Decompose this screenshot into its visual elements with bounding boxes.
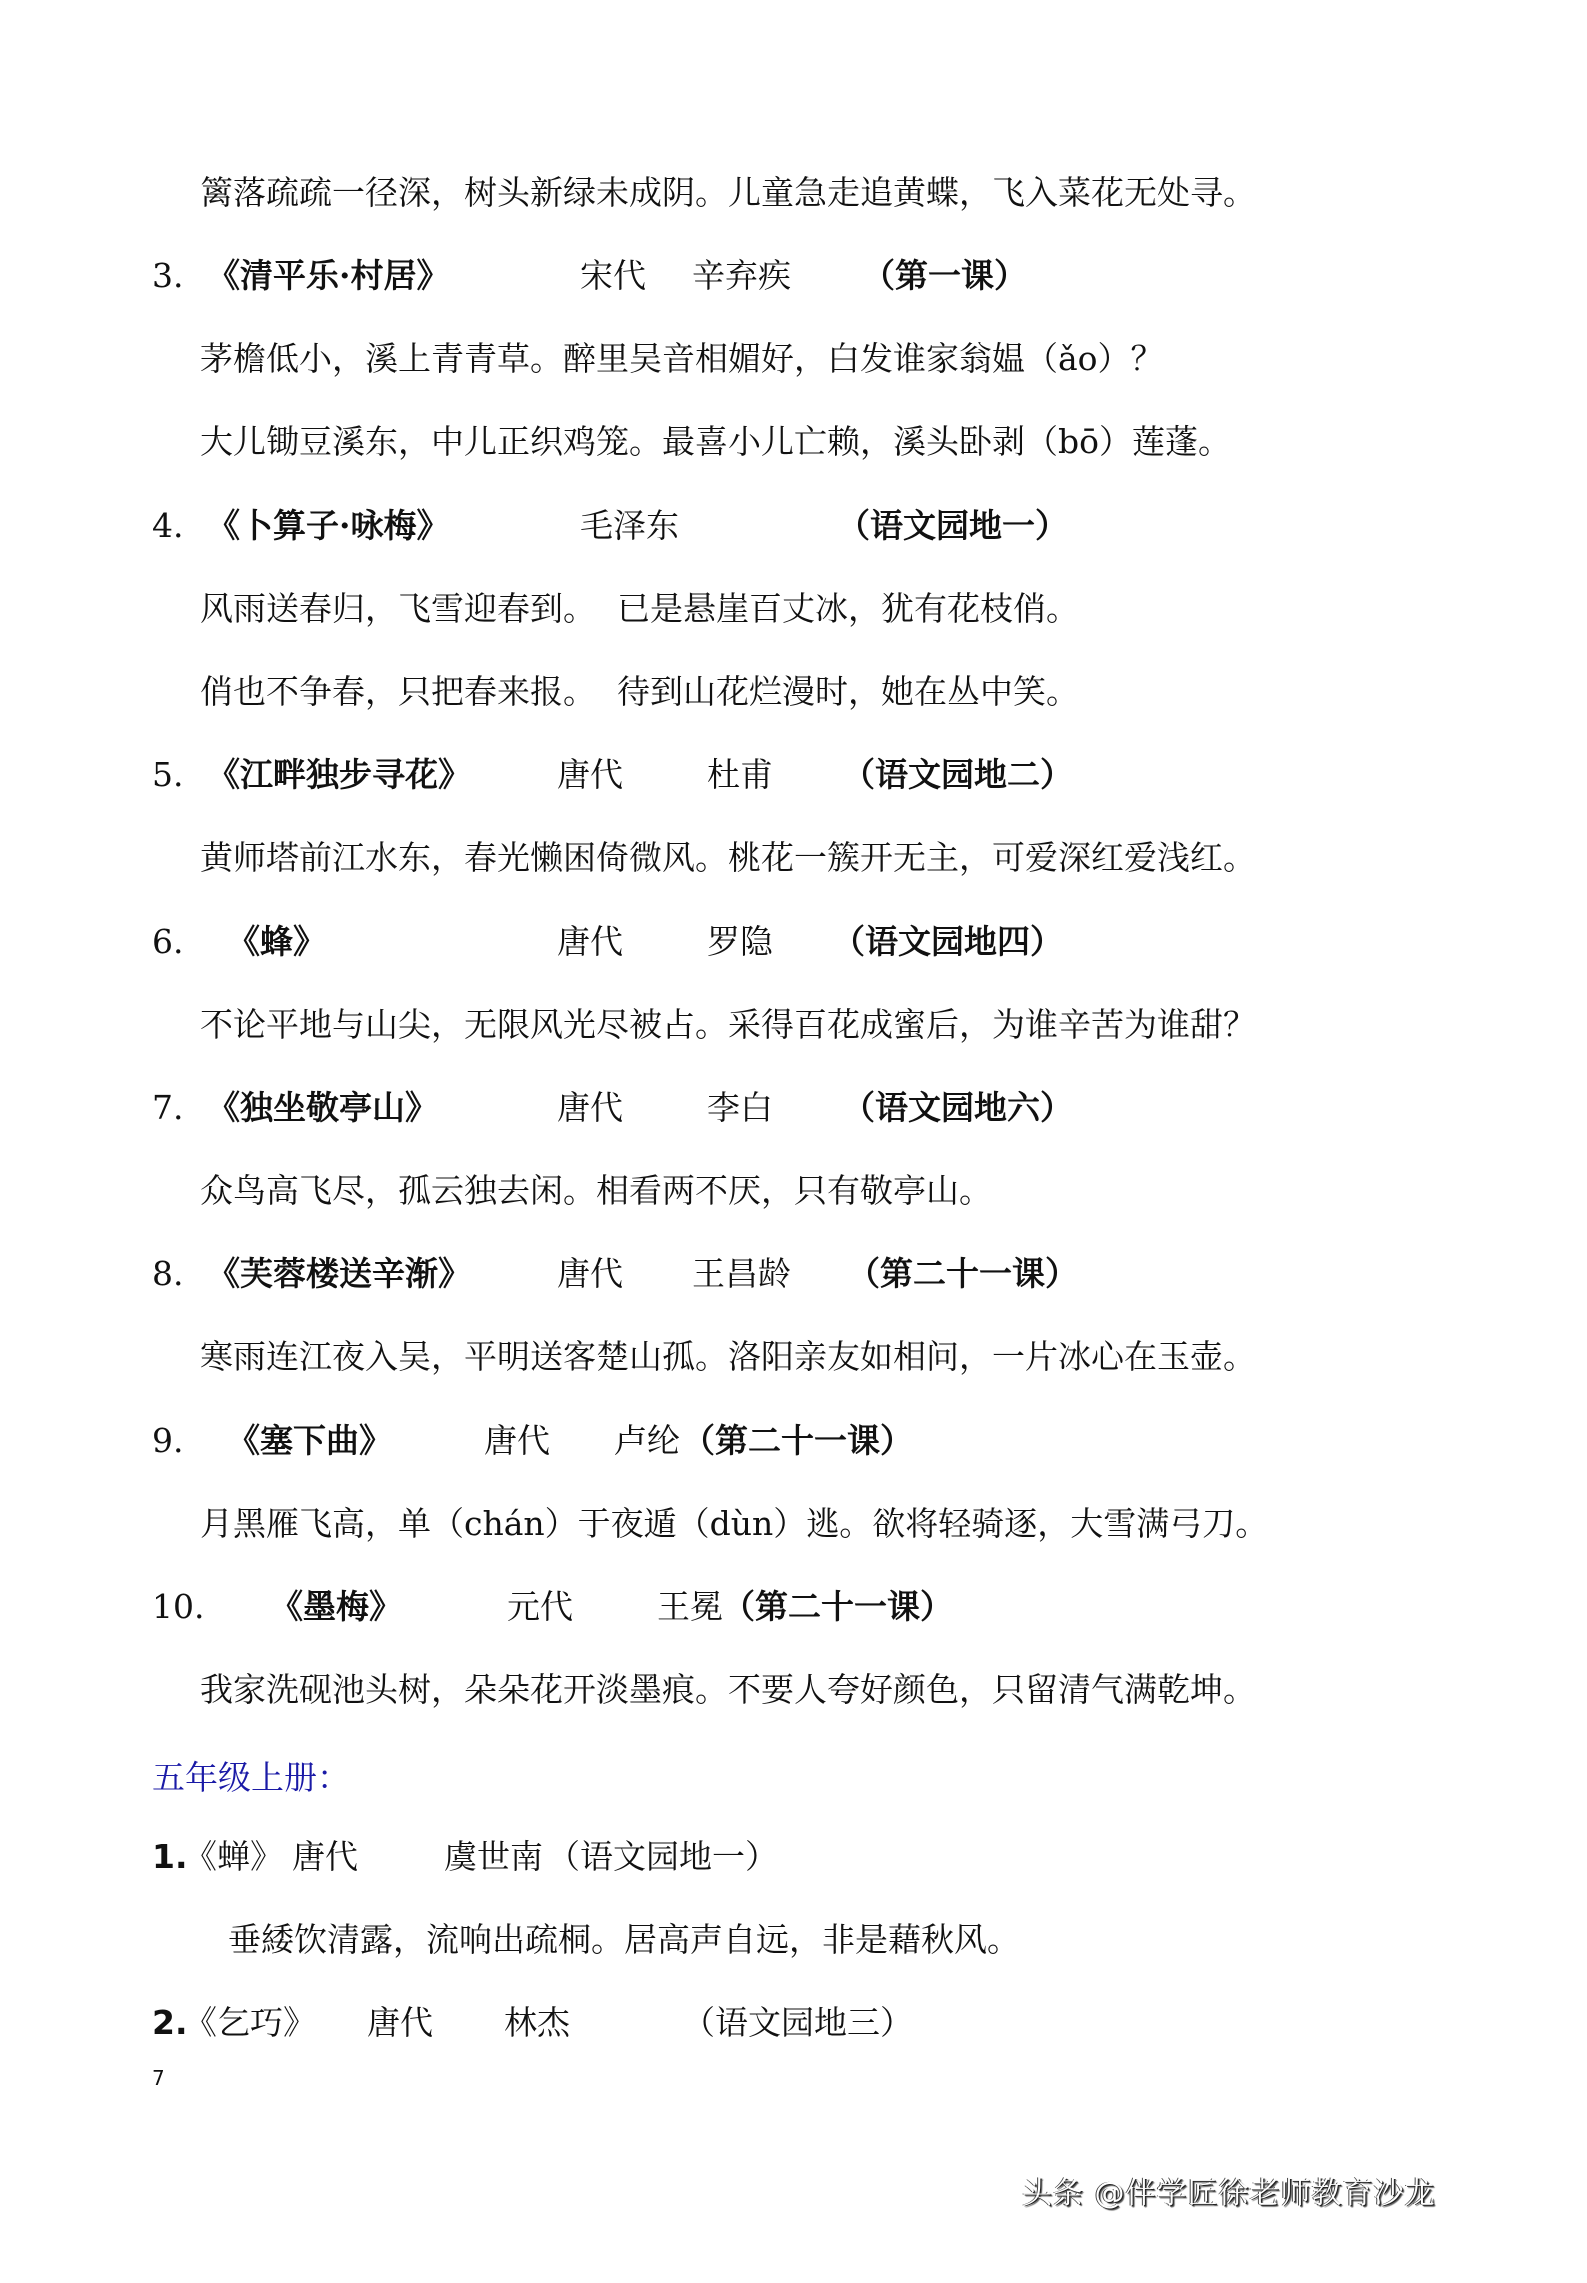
poem-number: 4. [152,506,184,545]
poem-title: 《江畔独步寻花》 [207,755,471,794]
poem-verse-line: 我家洗砚池头树，朵朵花开淡墨痕。不要人夸好颜色，只留清气满乾坤。 [200,1670,1256,1709]
poem-verse-line: 篱落疏疏一径深，树头新绿未成阴。儿童急走追黄蝶，飞入菜花无处寻。 [200,173,1256,212]
poem-title: 《乞巧》 [184,2003,316,2042]
poem-number: 1. [152,1837,188,1876]
poem-dynasty: 唐代 [292,1837,358,1876]
poem-title: 《独坐敬亭山》 [207,1088,438,1127]
poem-verse-line: 寒雨连江夜入吴，平明送客楚山孤。洛阳亲友如相问，一片冰心在玉壶。 [200,1337,1256,1376]
poem-author: 毛泽东 [580,506,679,545]
poem-title: 《墨梅》 [270,1587,402,1626]
poem-title: 《芙蓉楼送辛渐》 [207,1254,471,1293]
poem-author: 林杰 [504,2003,570,2042]
poem-verse-line: 众鸟高飞尽，孤云独去闲。相看两不厌，只有敬亭山。 [200,1171,992,1210]
poem-heading [152,506,1068,546]
poem-lesson: （语文园地六） [842,1088,1073,1127]
poem-lesson: （语文园地四） [832,922,1063,961]
poem-dynasty: 元代 [507,1587,573,1626]
poem-heading [152,1088,1073,1128]
poem-number: 6. [152,922,184,961]
poem-dynasty: 唐代 [557,922,623,961]
poem-lesson: （第二十一课） [847,1254,1078,1293]
poem-author: 罗隐 [707,922,773,961]
poem-lesson: （第二十一课） [722,1587,953,1626]
poem-lesson: （语文园地一） [547,1837,778,1876]
poem-dynasty: 宋代 [580,256,646,295]
poem-verse-line: 月黑雁飞高，单（chán）于夜遁（dùn）逃。欲将轻骑逐，大雪满弓刀。 [200,1504,1269,1543]
poem-dynasty: 唐代 [557,1254,623,1293]
poem-author: 辛弃疾 [692,256,791,295]
poem-verse-line: 风雨送春归，飞雪迎春到。 已是悬崖百丈冰，犹有花枝俏。 [200,589,1079,628]
poem-verse-line: 俏也不争春，只把春来报。 待到山花烂漫时，她在丛中笑。 [200,672,1079,711]
poem-number: 3. [152,256,184,295]
poem-heading [152,1421,913,1461]
poem-dynasty: 唐代 [367,2003,433,2042]
poem-heading [152,1587,953,1627]
poem-title: 《清平乐·村居》 [207,256,450,295]
poem-title: 《蜂》 [227,922,326,961]
poem-verse-line: 黄师塔前江水东，春光懒困倚微风。桃花一簇开无主，可爱深红爱浅红。 [200,838,1256,877]
poem-dynasty: 唐代 [557,755,623,794]
poem-lesson: （第一课） [862,256,1027,295]
poem-lesson: （语文园地二） [842,755,1073,794]
poem-number: 2. [152,2003,188,2042]
poem-author: 王昌龄 [692,1254,791,1293]
poem-title: 《卜算子·咏梅》 [207,506,450,545]
poem-verse-line: 不论平地与山尖，无限风光尽被占。采得百花成蜜后，为谁辛苦为谁甜？ [200,1005,1256,1044]
poem-number: 9. [152,1421,184,1460]
watermark: 头条 @伴学匠徐老师教育沙龙 [1022,2176,1436,2211]
poem-heading [152,256,1027,296]
poem-heading [152,1254,1078,1294]
poem-lesson: （语文园地一） [837,506,1068,545]
poem-title: 《塞下曲》 [227,1421,392,1460]
poem-author: 李白 [707,1088,773,1127]
poem-title: 《蝉》 [184,1837,283,1876]
poem-heading [152,755,1073,795]
poem-heading [152,2003,913,2043]
poem-author: 卢纶 [614,1421,680,1460]
poem-number: 10. [152,1587,205,1626]
poem-dynasty: 唐代 [484,1421,550,1460]
poem-author: 王冕 [657,1587,723,1626]
poem-dynasty: 唐代 [557,1088,623,1127]
poem-verse-line: 垂緌饮清露，流响出疏桐。居高声自远，非是藉秋风。 [228,1920,1020,1959]
poem-heading [152,922,1063,962]
poem-author: 虞世南 [444,1837,543,1876]
page-number: 7 [152,2066,165,2090]
poem-verse-line: 大儿锄豆溪东，中儿正织鸡笼。最喜小儿亡赖，溪头卧剥（bō）莲蓬。 [200,422,1231,461]
poem-number: 8. [152,1254,184,1293]
poem-verse-line: 茅檐低小，溪上青青草。醉里吴音相媚好，白发谁家翁媪（ǎo）？ [200,339,1164,378]
section-title: 五年级上册： [152,1758,350,1797]
poem-author: 杜甫 [707,755,773,794]
poem-number: 7. [152,1088,184,1127]
poem-heading [152,1837,778,1877]
poem-lesson: （语文园地三） [682,2003,913,2042]
poem-number: 5. [152,755,184,794]
poem-lesson: （第二十一课） [682,1421,913,1460]
